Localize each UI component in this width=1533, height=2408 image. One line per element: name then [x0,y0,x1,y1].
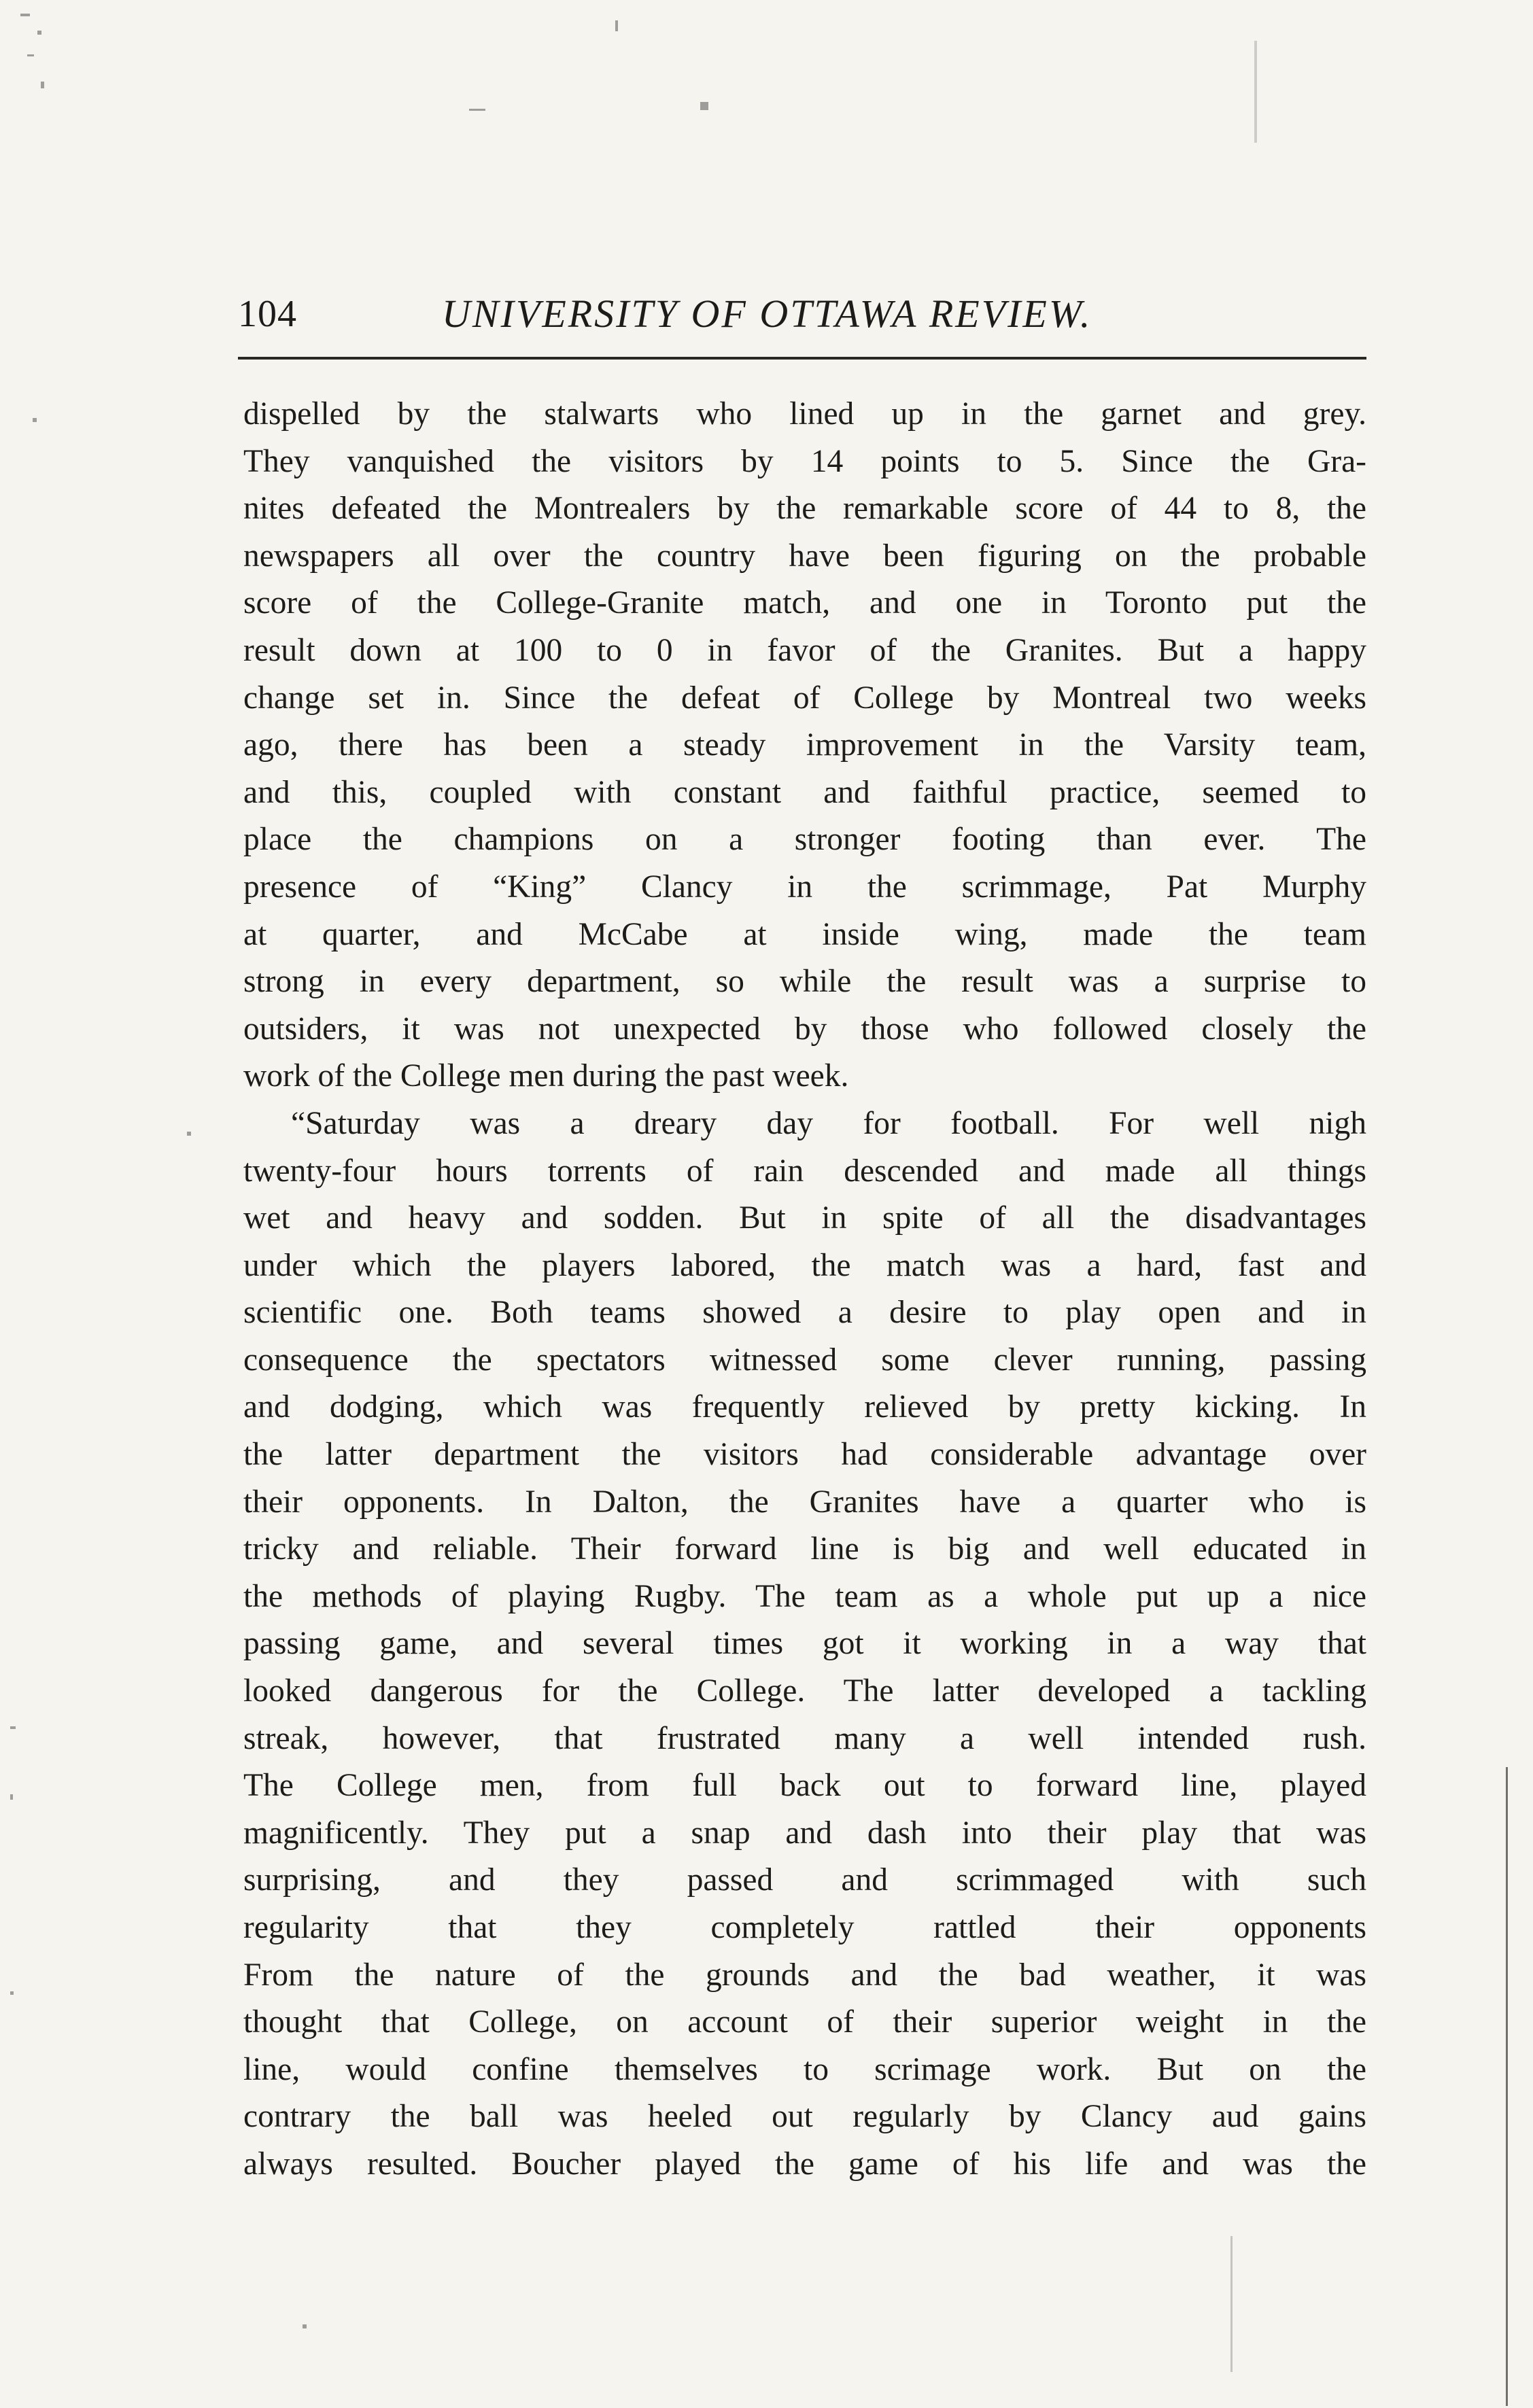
text-line: under which the players labored, the match was a hard, fast and [243,1247,1366,1283]
running-title: UNIVERSITY OF OTTAWA REVIEW. [442,292,1092,336]
scan-speck [303,2324,307,2328]
text-line: streak, however, that frustrated many a well intended rush. [243,1720,1366,1756]
text-line: thought that College, on account of their superior weight in the [243,2004,1366,2040]
scan-speck [10,1726,16,1729]
text-line: place the champions on a stronger footing than ever. The [243,822,1366,858]
text-line: magnificently. They put a snap and dash into their play that was [243,1815,1366,1851]
text-line: outsiders, it was not unexpected by those who followed closely the [243,1011,1366,1047]
text-line: passing game, and several times got it working in a way that [243,1626,1366,1662]
text-line: tricky and reliable. Their forward line is big and well educated in [243,1531,1366,1567]
page-header [238,285,1366,347]
scan-speck [1230,2236,1233,2372]
scan-speck [700,102,708,110]
scan-speck [615,20,618,31]
text-line: newspapers all over the country have been figuring on the probable [243,538,1366,574]
text-line: presence of “King” Clancy in the scrimmage, Pat Murphy [243,869,1366,905]
text-line: twenty-four hours torrents of rain descended and made all things [243,1153,1366,1189]
text-line: change set in. Since the defeat of College by Montreal two weeks [243,680,1366,716]
text-line: and dodging, which was frequently relieved by pretty kicking. In [243,1389,1366,1425]
paragraph-1 [243,391,1366,1100]
scan-speck [10,1794,13,1800]
text-line: always resulted. Boucher played the game of his life and was the [243,2146,1366,2182]
scan-speck [469,109,485,111]
text-line: The College men, from full back out to forward line, played [243,1768,1366,1804]
text-line: contrary the ball was heeled out regularly by Clancy aud gains [243,2099,1366,2135]
text-line: line, would confine themselves to scrimage work. But on the [243,2051,1366,2087]
scan-speck [187,1132,191,1136]
scan-speck [1254,41,1257,143]
scan-speck [10,1991,14,1995]
text-line: consequence the spectators witnessed some clever running, passing [243,1342,1366,1378]
text-line: and this, coupled with constant and faithful practice, seemed to [243,774,1366,810]
text-line: scientific one. Both teams showed a desire to play open and in [243,1295,1366,1331]
text-line: From the nature of the grounds and the bad weather, it was [243,1957,1366,1993]
text-line: wet and heavy and sodden. But in spite of all the disadvantages [243,1200,1366,1236]
text-line: regularity that they completely rattled their opponents [243,1910,1366,1945]
header-rule [238,357,1366,360]
scan-speck [41,82,44,88]
text-line: their opponents. In Dalton, the Granites have a quarter who is [243,1484,1366,1520]
text-line: work of the College men during the past week. [243,1058,849,1094]
scan-speck [20,14,30,16]
text-line: strong in every department, so while the result was a surprise to [243,964,1366,1000]
text-line: “Saturday was a dreary day for football. For well nigh [291,1105,1366,1141]
text-line: result down at 100 to 0 in favor of the Granites. But a happy [243,632,1366,668]
text-line: ago, there has been a steady improvement in the Varsity team, [243,727,1366,763]
body-text [243,391,1366,2188]
page-number: 104 [238,293,297,335]
text-line: the methods of playing Rugby. The team as a whole put up a nice [243,1578,1366,1614]
scan-page-edge [1506,1767,1508,2406]
text-line: at quarter, and McCabe at inside wing, made the team [243,916,1366,952]
scan-speck [27,54,34,56]
text-line: score of the College-Granite match, and one in Toronto put the [243,585,1366,621]
text-line: dispelled by the stalwarts who lined up in the garnet and grey. [243,396,1366,432]
text-line: the latter department the visitors had considerable advantage over [243,1437,1366,1473]
text-line: nites defeated the Montrealers by the remarkable score of 44 to 8, the [243,491,1366,527]
text-line: surprising, and they passed and scrimmaged with such [243,1862,1366,1898]
paragraph-2 [243,1100,1366,2188]
scan-speck [33,418,37,422]
text-line: looked dangerous for the College. The latter developed a tackling [243,1673,1366,1709]
text-line: They vanquished the visitors by 14 points to 5. Since the Gra- [243,443,1366,479]
scan-speck [37,31,41,35]
